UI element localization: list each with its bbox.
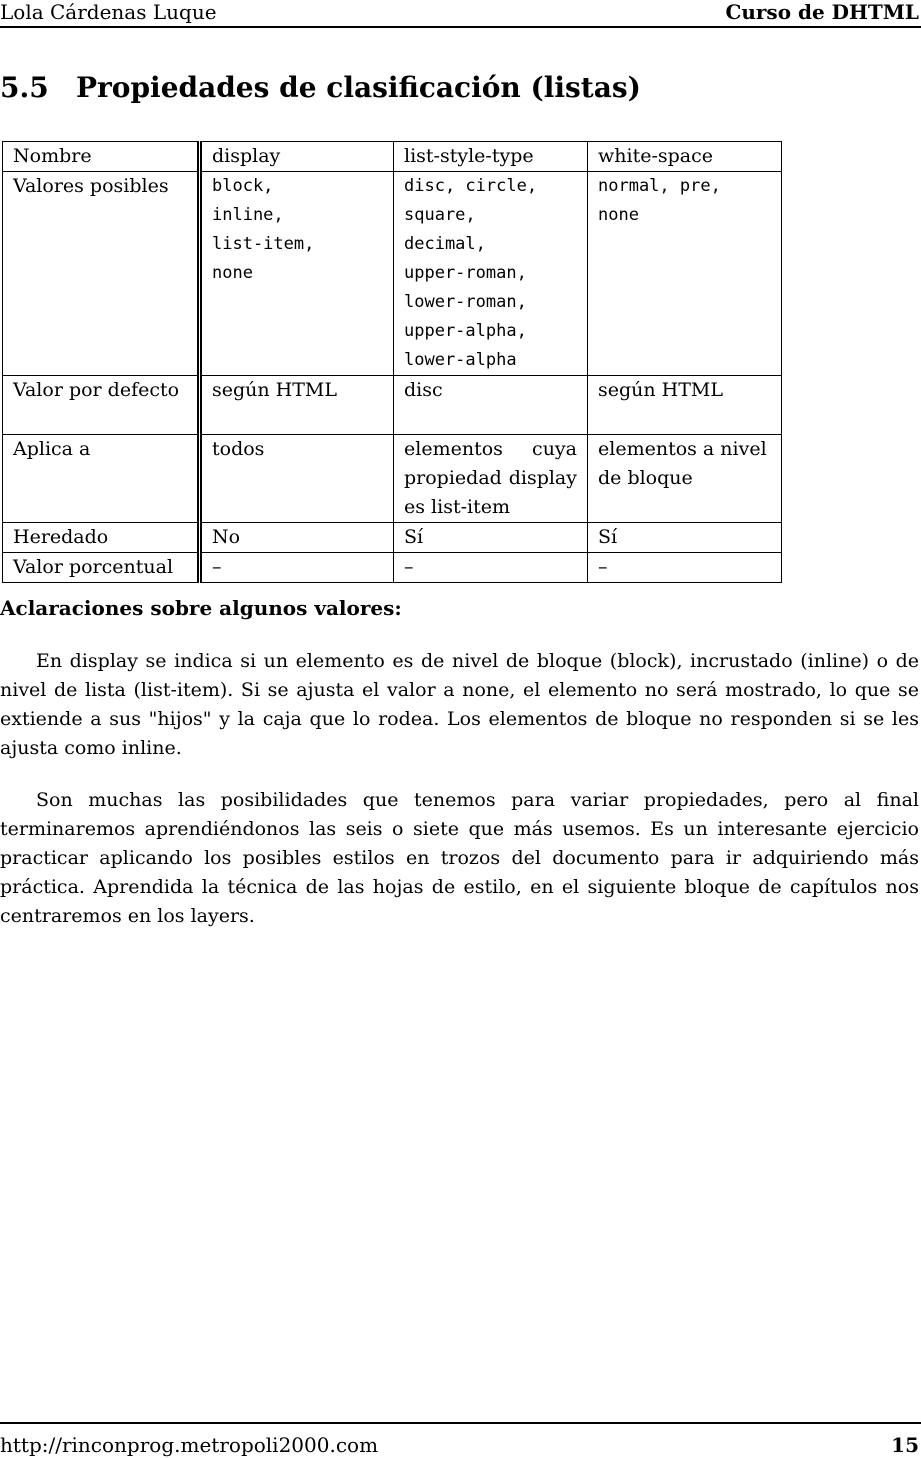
body-paragraph: Son muchas las posibilidades que tenemos para variar propiedades, pero al final terminaremos aprendiéndonos las seis o siete que más usemos. Es un interesante ejercicio practicar aplicando los posibles estilos en trozos del documento para ir adquiriendo más práctica. Aprendida la técnica de las hojas de estilo, en el siguiente bloque de capítulos nos centraremos en los layers. bbox=[0, 789, 919, 927]
row-label: Heredado bbox=[3, 523, 200, 553]
table-cell: No bbox=[200, 523, 394, 553]
table-cell: todos bbox=[200, 435, 394, 523]
table-cell: Sí bbox=[394, 523, 588, 553]
row-label: Valor porcentual bbox=[3, 553, 200, 583]
properties-table bbox=[2, 141, 782, 583]
section-number: 5.5 bbox=[0, 71, 49, 104]
section-title: Propiedades de clasificación (listas) bbox=[76, 71, 641, 104]
table-cell: – bbox=[200, 553, 394, 583]
section-heading bbox=[0, 70, 641, 106]
table-cell: block, inline, list-item, none bbox=[200, 172, 394, 376]
table-header-cell: white-space bbox=[588, 142, 782, 172]
table-header-cell: display bbox=[200, 142, 394, 172]
row-label: Valor por defecto bbox=[3, 376, 200, 435]
table-cell: según HTML bbox=[588, 376, 782, 435]
page-footer bbox=[0, 1422, 921, 1457]
table-cell: normal, pre, none bbox=[588, 172, 782, 376]
footer-url: http://rinconprog.metropoli2000.com bbox=[0, 1433, 379, 1457]
table-cell: según HTML bbox=[200, 376, 394, 435]
row-label: Valores posibles bbox=[3, 172, 200, 376]
table-cell: elementos a nivel de bloque bbox=[588, 435, 782, 523]
table-header-row bbox=[3, 142, 782, 172]
table-row bbox=[3, 172, 782, 376]
table-cell: disc bbox=[394, 376, 588, 435]
table-row bbox=[3, 435, 782, 523]
table-row bbox=[3, 553, 782, 583]
table-row bbox=[3, 376, 782, 435]
header-author: Lola Cárdenas Luque bbox=[0, 0, 217, 24]
row-label: Aplica a bbox=[3, 435, 200, 523]
header-course-title: Curso de DHTML bbox=[725, 0, 919, 24]
table-header-cell: list-style-type bbox=[394, 142, 588, 172]
table-cell: disc, circle, square, decimal, upper-roman, lower-roman, upper-alpha, lower-alpha bbox=[394, 172, 588, 376]
page-header bbox=[0, 0, 921, 28]
table-cell: – bbox=[394, 553, 588, 583]
table-row bbox=[3, 523, 782, 553]
body-paragraph: En display se indica si un elemento es de nivel de bloque (block), incrustado (inline) o de nivel de lista (list-item). Si se ajusta el valor a none, el elemento no será mostrado, lo que se extiende a sus "hijos" y la caja que lo rodea. Los elementos de bloque no responden si se les ajusta como inline. bbox=[0, 650, 919, 759]
table-cell: – bbox=[588, 553, 782, 583]
page-number: 15 bbox=[891, 1433, 919, 1457]
clarifications-heading: Aclaraciones sobre algunos valores: bbox=[0, 596, 402, 620]
table-cell: Sí bbox=[588, 523, 782, 553]
table-header-cell: Nombre bbox=[3, 142, 200, 172]
table-cell: elementos cuya propiedad display es list-item bbox=[394, 435, 588, 523]
